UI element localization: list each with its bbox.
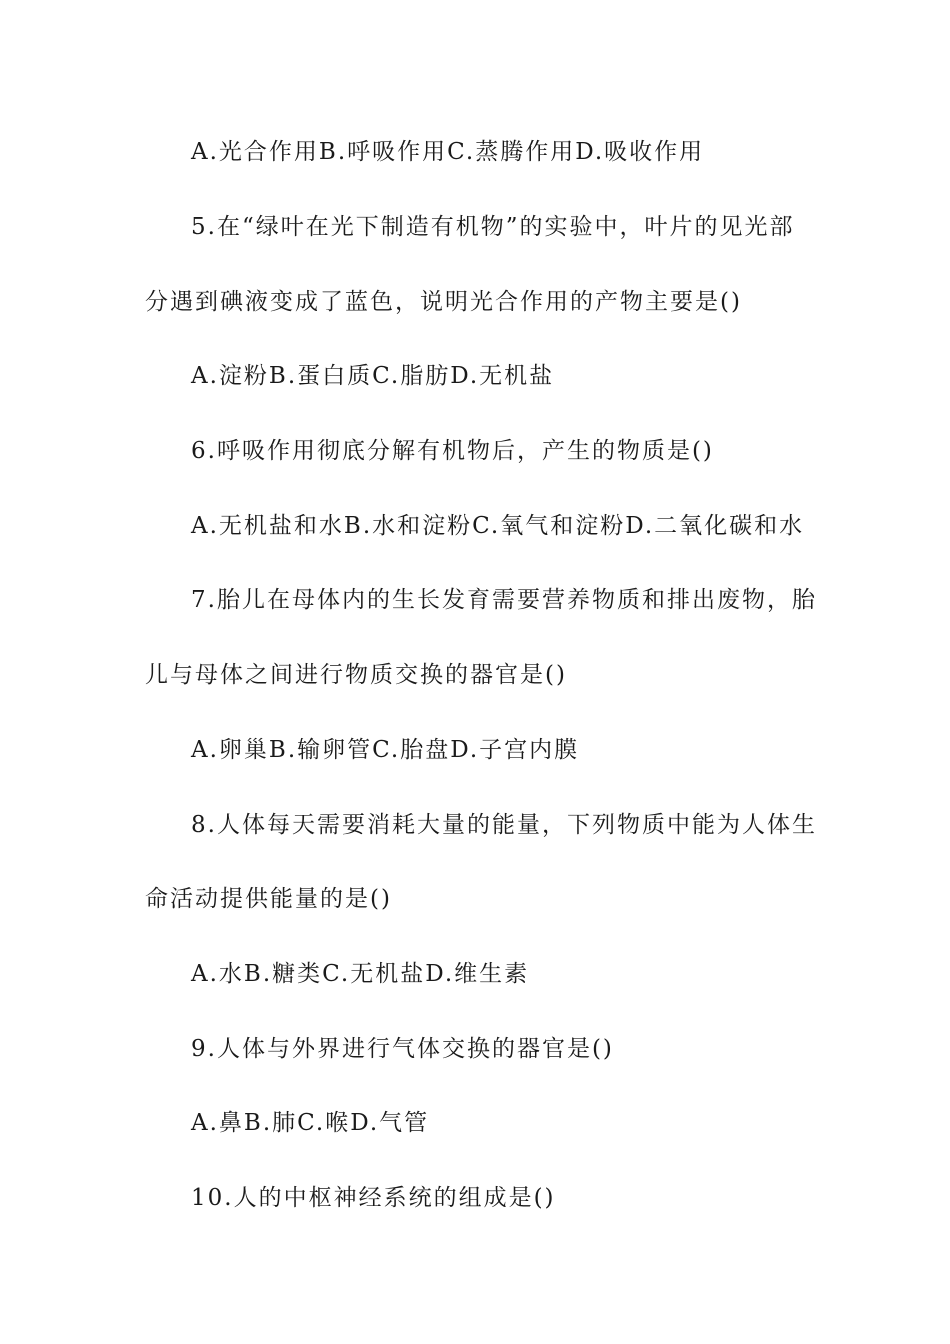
q9-stem: 9.人体与外界进行气体交换的器官是(): [191, 1036, 614, 1062]
q9-options: A.鼻B.肺C.喉D.气管: [191, 1110, 430, 1136]
q5-stem-line1: 5.在“绿叶在光下制造有机物”的实验中，叶片的见光部: [191, 214, 795, 240]
q7-options: A.卵巢B.输卵管C.胎盘D.子宫内膜: [191, 737, 580, 763]
q10-stem: 10.人的中枢神经系统的组成是(): [191, 1185, 556, 1211]
q6-options: A.无机盐和水B.水和淀粉C.氧气和淀粉D.二氧化碳和水: [191, 513, 805, 539]
q8-options: A.水B.糖类C.无机盐D.维生素: [191, 961, 530, 987]
q8-stem-line2: 命活动提供能量的是(): [145, 886, 392, 912]
q6-stem: 6.呼吸作用彻底分解有机物后，产生的物质是(): [191, 438, 714, 464]
q5-stem-line2: 分遇到碘液变成了蓝色，说明光合作用的产物主要是(): [145, 289, 742, 315]
q7-stem-line1: 7.胎儿在母体内的生长发育需要营养物质和排出废物，胎: [191, 587, 817, 613]
q5-options: A.淀粉B.蛋白质C.脂肪D.无机盐: [191, 363, 555, 389]
q8-stem-line1: 8.人体每天需要消耗大量的能量，下列物质中能为人体生: [191, 812, 817, 838]
q4-options: A.光合作用B.呼吸作用C.蒸腾作用D.吸收作用: [191, 139, 705, 165]
q7-stem-line2: 儿与母体之间进行物质交换的器官是(): [145, 662, 567, 688]
